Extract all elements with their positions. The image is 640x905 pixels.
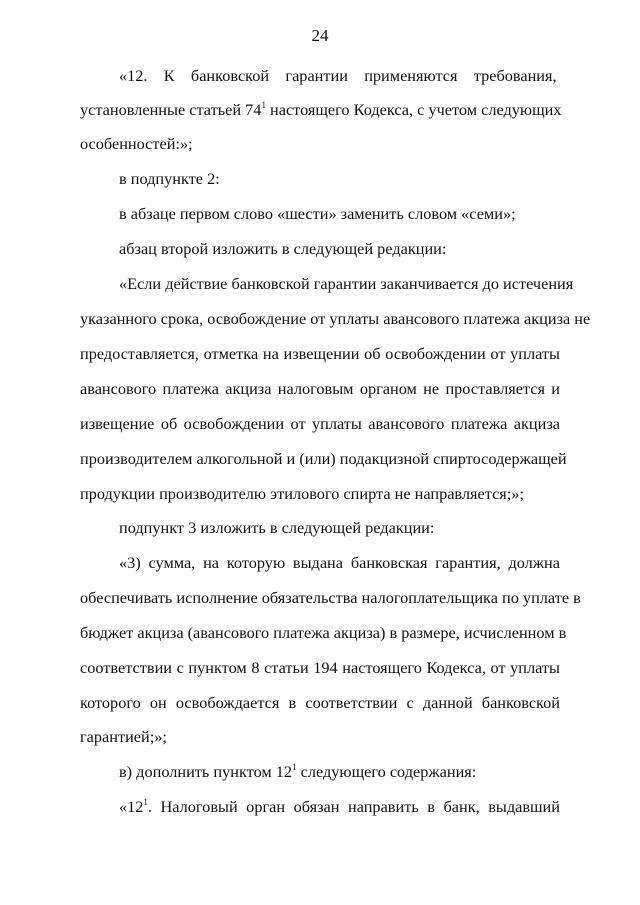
text-line: продукции производителю этилового спирта не направляется;»; — [80, 484, 524, 503]
text-line: предоставляется, отметка на извещении об освобождении от уплаты — [80, 344, 560, 363]
text-line: «$12^1$. Налоговый орган обязан направить в банк, выдавший — [119, 797, 560, 816]
page-number: 24 — [311, 26, 329, 45]
text-line: в подпункте 2: — [119, 169, 220, 188]
text-line: особенностей:»; — [80, 134, 193, 153]
text-line: в абзаце первом слово «шести» заменить словом «семи»; — [119, 204, 516, 223]
text-line: указанного срока, освобождение от уплаты авансового платежа акциза не — [80, 309, 591, 328]
text-line: бюджет акциза (авансового платежа акциза) в размере, исчисленном в — [80, 623, 567, 642]
text-line: «3) сумма, на которую выдана банковская гарантия, должна — [119, 553, 560, 572]
superscript: 1 — [261, 100, 266, 110]
text-line: «Если действие банковской гарантии заканчивается до истечения — [119, 274, 574, 293]
text-line: абзац второй изложить в следующей редакции: — [119, 239, 447, 258]
text-line: в) дополнить пунктом $12^1$ следующего содержания: — [119, 762, 477, 781]
text-line: извещение об освобождении от уплаты авансового платежа акциза — [80, 414, 560, 433]
text-line: гарантией;»; — [80, 727, 167, 746]
text-line: производителем алкогольной и (или) подакцизной спиртосодержащей — [80, 449, 567, 468]
text-line: «12. К банковской гарантии применяются требования, — [119, 66, 557, 85]
superscript: 1 — [143, 797, 148, 807]
text-line: подпункт 3 изложить в следующей редакции: — [119, 518, 435, 537]
superscript: 1 — [292, 762, 297, 772]
text-line: которого он освобождается в соответствии с данной банковской — [80, 693, 560, 712]
text-line: обеспечивать исполнение обязательства налогоплательщика по уплате в — [80, 588, 581, 607]
text-line: авансового платежа акциза налоговым органом не проставляется и — [80, 379, 560, 398]
text-line: соответствии с пунктом 8 статьи 194 настоящего Кодекса, от уплаты — [80, 658, 560, 677]
text-line: установленные статьей $74^1$ настоящего Кодекса, с учетом следующих — [80, 100, 562, 119]
